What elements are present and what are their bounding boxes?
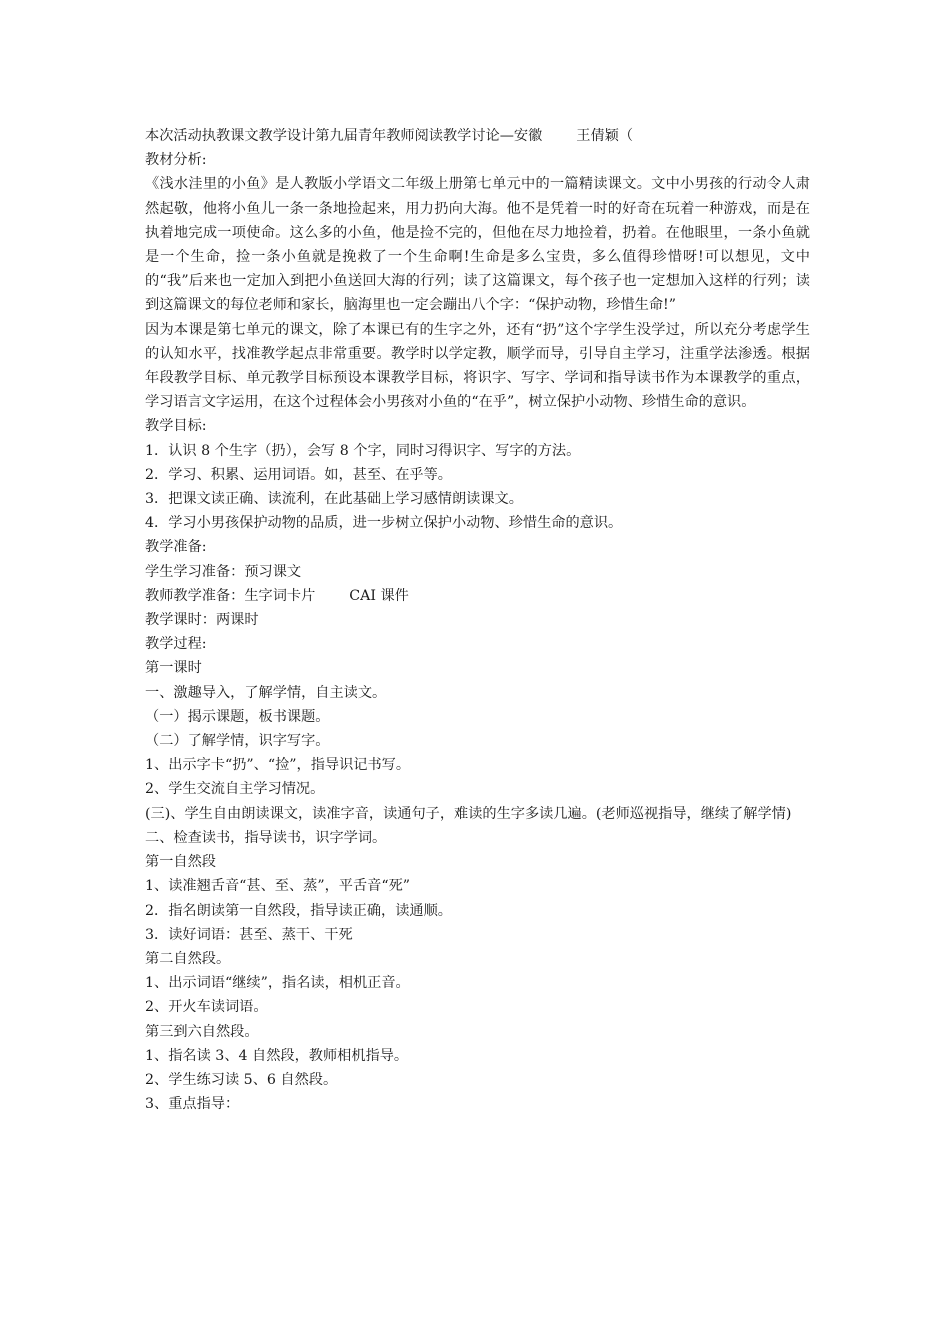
heading-process: 教学过程: <box>145 636 207 653</box>
paragraph-three-heading: 第三到六自然段。 <box>145 1023 259 1040</box>
heading-analysis: 教材分析: <box>145 152 207 169</box>
goal-item: 3．把课文读正确、读流利，在此基础上学习感情朗读课文。 <box>145 491 523 508</box>
step-one-b: （二）了解学情，识字写字。 <box>145 733 330 750</box>
paragraph-one-item: 1、读准翘舌音“甚、至、蒸”，平舌音“死” <box>145 878 411 895</box>
lesson-one-heading: 第一课时 <box>145 660 202 677</box>
title-main: 本次活动执教课文教学设计第九届青年教师阅读教学讨论—安徽 <box>145 128 543 144</box>
paragraph-three-item: 3、重点指导： <box>145 1096 240 1113</box>
step-one-a: （一）揭示课题，板书课题。 <box>145 708 330 725</box>
goal-item: 4．学习小男孩保护动物的品质，进一步树立保护小动物、珍惜生命的意识。 <box>145 515 623 532</box>
document-page <box>145 124 810 1116</box>
paragraph-two-item: 2、开火车读词语。 <box>145 999 268 1016</box>
heading-goals: 教学目标: <box>145 418 207 435</box>
step-two: 二、检查读书，指导读书，识字学词。 <box>145 829 387 846</box>
prep-student: 学生学习准备：预习课文 <box>145 563 302 580</box>
heading-preparation: 教学准备: <box>145 539 207 556</box>
analysis-paragraph-1: 《浅水洼里的小鱼》是人教版小学语文二年级上册第七单元中的一篇精读课文。文中小男孩的行动令人肃然起敬，他将小鱼儿一条一条地捡起来，用力扔向大海。他不是凭着一时的好奇在玩着一种游戏，而是在执着地完成一项使命。这么多的小鱼，他是捡不完的，但他在尽力地捡着，扔着。在他眼里，一条小鱼就是一个生命，捡一条小鱼就是挽救了一个生命啊!生命是多么宝贵，多么值得珍惜呀!可以想见，文中的“我”后来也一定加入到把小鱼送回大海的行列；读了这篇课文，每个孩子也一定想加入这样的行列；读到这篇课文的每位老师和家长，脑海里也一定会蹦出八个字：“保护动物，珍惜生命!” <box>145 176 810 314</box>
step-one: 一、激趣导入，了解学情，自主读文。 <box>145 684 387 701</box>
step-one-b-item: 2、学生交流自主学习情况。 <box>145 781 325 798</box>
prep-teacher-cards: 教师教学准备：生字词卡片 <box>145 587 316 604</box>
lesson-hours: 教学课时：两课时 <box>145 612 259 629</box>
paragraph-one-heading: 第一自然段 <box>145 854 216 871</box>
paragraph-one-item: 2．指名朗读第一自然段，指导读正确，读通顺。 <box>145 902 452 919</box>
step-one-b-item: 1、出示字卡“扔”、“捡”，指导识记书写。 <box>145 757 411 774</box>
prep-teacher-cai: CAI 课件 <box>349 587 409 604</box>
paragraph-three-item: 1、指名读 3、4 自然段，教师相机指导。 <box>145 1047 409 1064</box>
paragraph-two-heading: 第二自然段。 <box>145 950 231 967</box>
title-author: 王倩颖（ <box>576 128 634 144</box>
paragraph-two-item: 1、出示词语“继续”，指名读，相机正音。 <box>145 975 410 992</box>
paragraph-three-item: 2、学生练习读 5、6 自然段。 <box>145 1071 338 1088</box>
goal-item: 1．认识 8 个生字（扔），会写 8 个字，同时习得识字、写字的方法。 <box>145 442 581 459</box>
paragraph-one-item: 3．读好词语：甚至、蒸干、干死 <box>145 926 353 943</box>
analysis-paragraph-2: 因为本课是第七单元的课文，除了本课已有的生字之外，还有“扔”这个字学生没学过，所以充分考虑学生的认知水平，找准教学起点非常重要。教学时以学定教，顺学而导，引导自主学习，注重学法渗透。根据年段教学目标、单元教学目标预设本课教学目标，将识字、写字、学词和指导读书作为本课教学的重点，学习语言文字运用，在这个过程体会小男孩对小鱼的“在乎”，树立保护小动物、珍惜生命的意识。 <box>145 321 810 411</box>
document-title <box>145 124 810 148</box>
goal-item: 2．学习、积累、运用词语。如，甚至、在乎等。 <box>145 466 452 483</box>
prep-teacher <box>145 584 810 608</box>
step-one-c: (三)、学生自由朗读课文，读准字音，读通句子，难读的生字多读几遍。(老师巡视指导，继续了解学情) <box>145 805 792 822</box>
